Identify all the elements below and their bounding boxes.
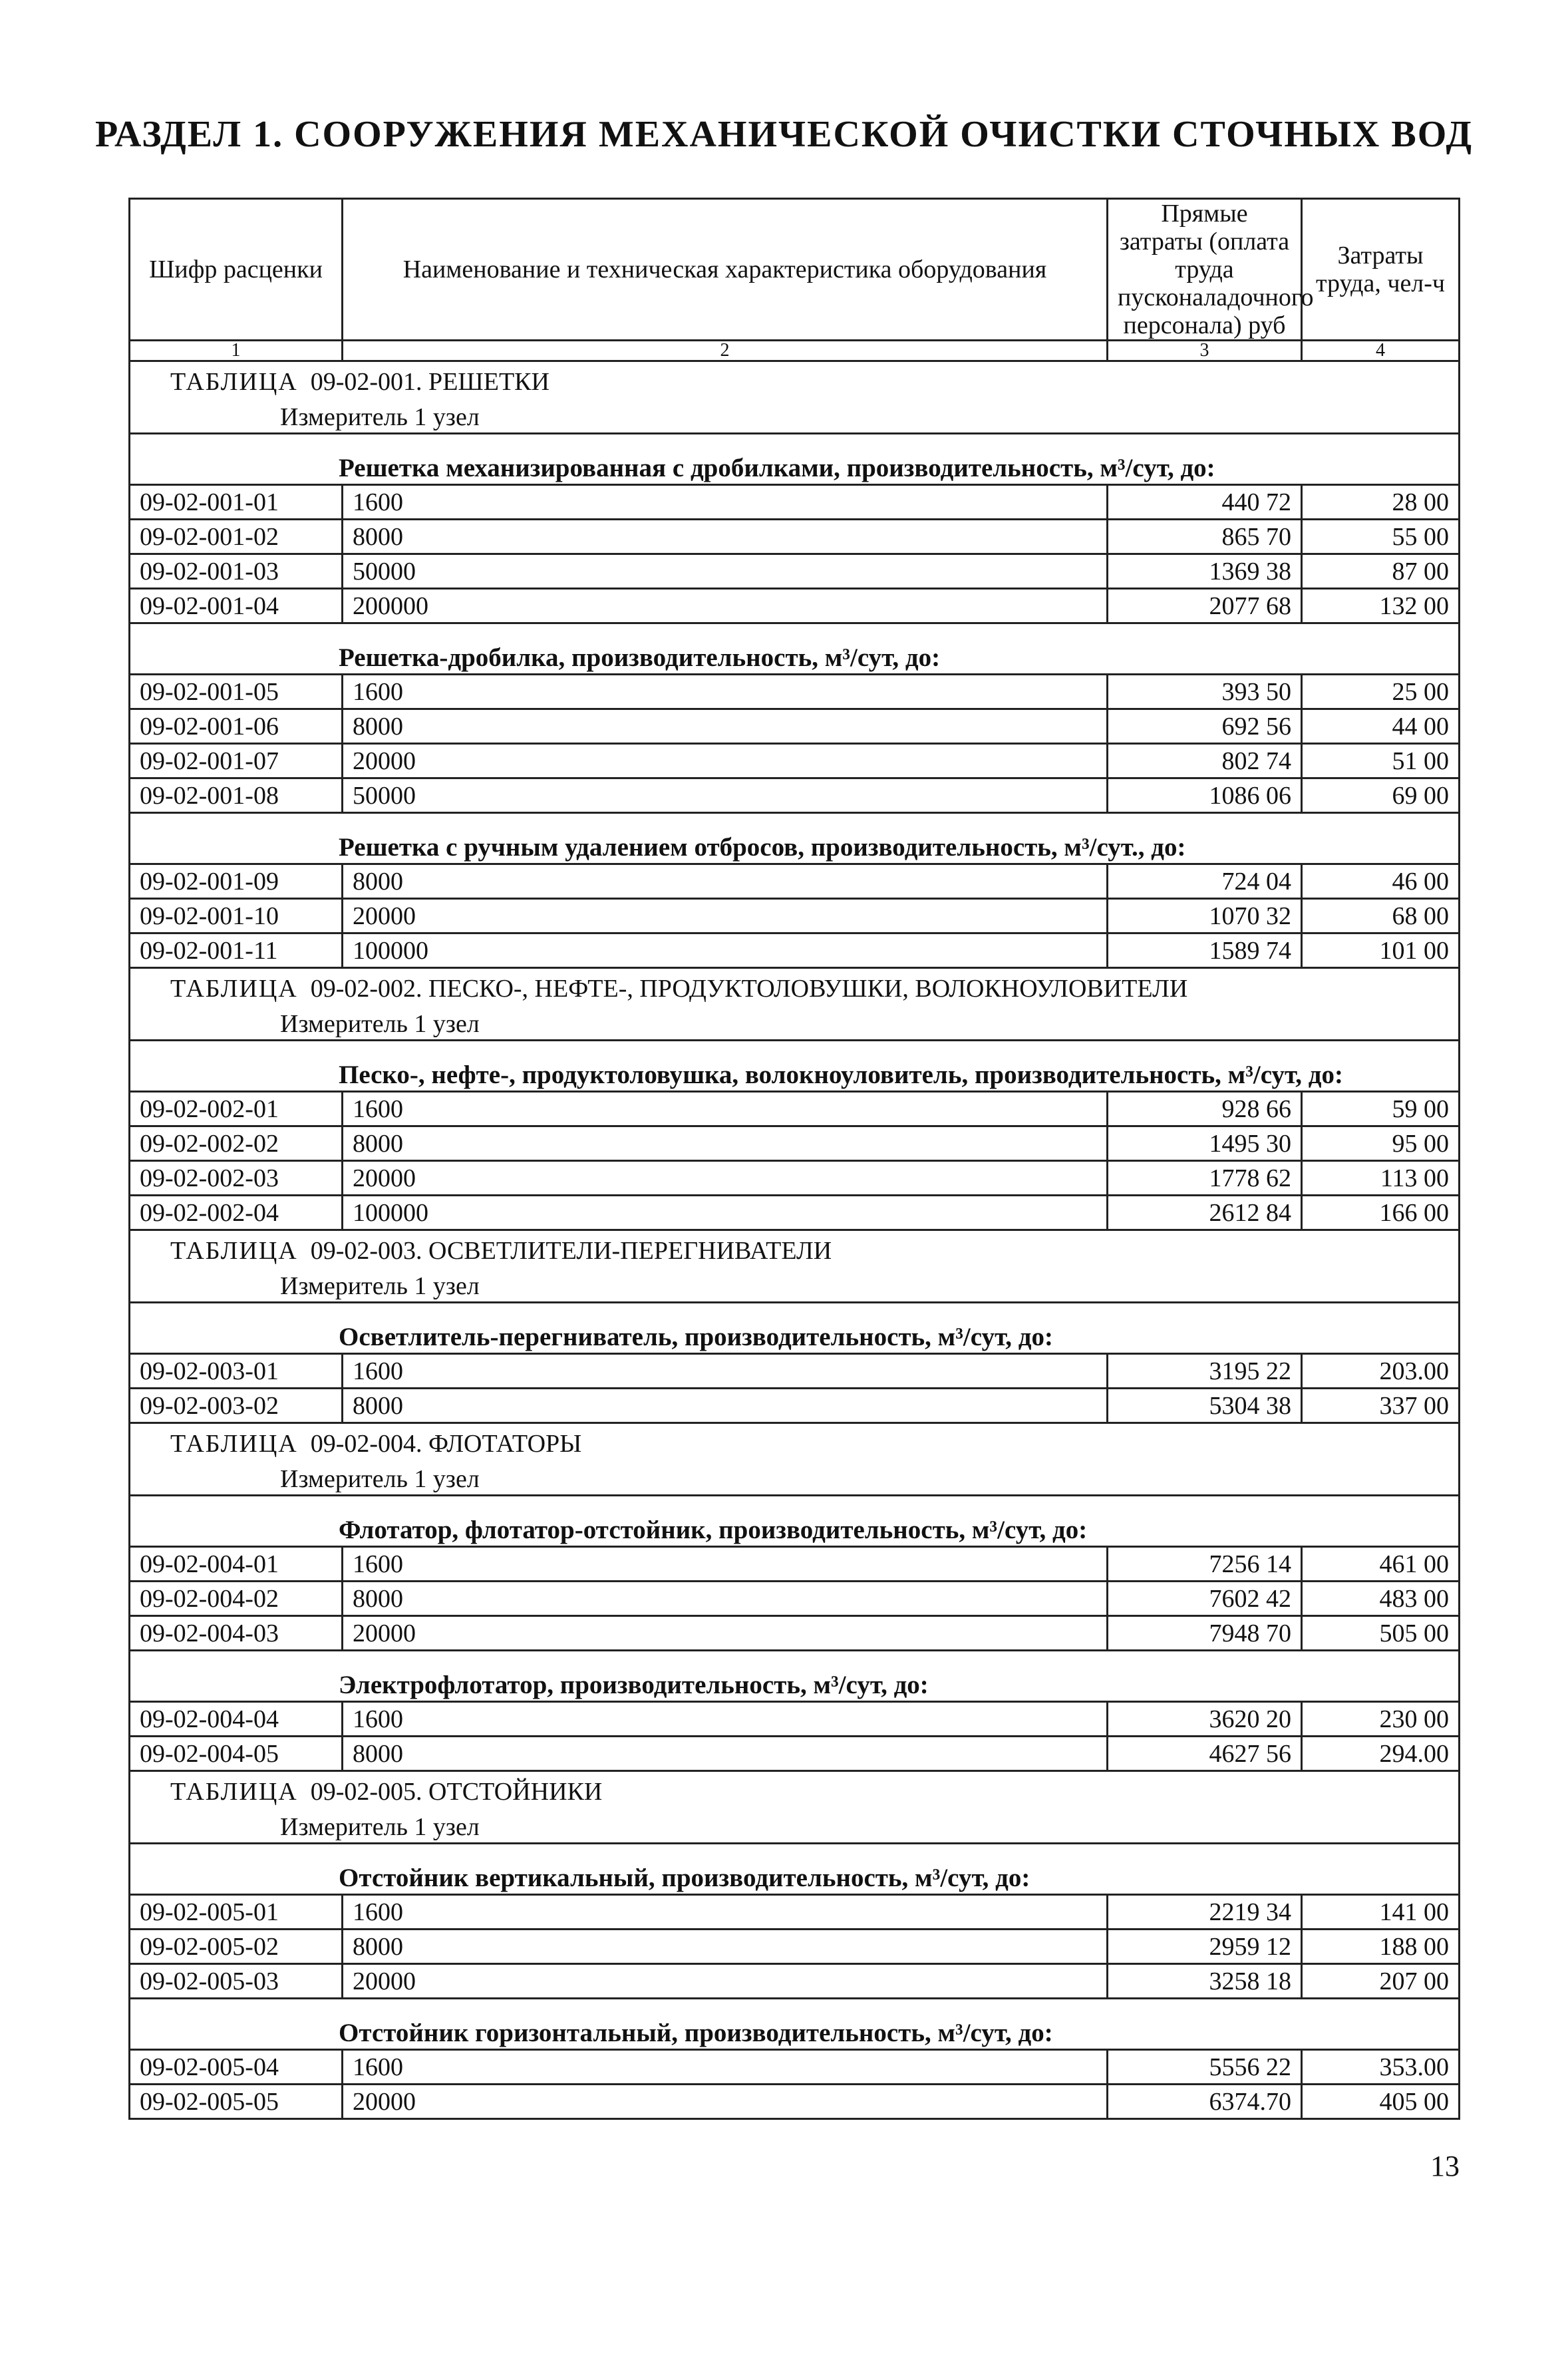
measure-row bbox=[130, 1812, 1460, 1844]
measure-unit: Измеритель 1 узел bbox=[130, 1812, 1460, 1844]
measure-unit: Измеритель 1 узел bbox=[130, 1271, 1460, 1303]
table-row bbox=[130, 1196, 1460, 1230]
group-title-row bbox=[130, 1496, 1460, 1547]
capacity-value: 1600 bbox=[343, 2050, 1108, 2085]
table-title: 09-02-005. ОТСТОЙНИКИ bbox=[310, 1778, 603, 1806]
capacity-value: 8000 bbox=[343, 864, 1108, 899]
capacity-value: 20000 bbox=[343, 744, 1108, 778]
direct-cost-value: 2219 34 bbox=[1108, 1895, 1302, 1930]
measure-row bbox=[130, 402, 1460, 434]
price-code: 09-02-004-04 bbox=[130, 1702, 343, 1737]
group-title: Отстойник горизонтальный, производительность, м³/сут, до: bbox=[130, 1999, 1460, 2050]
header-name: Наименование и техническая характеристика оборудования bbox=[343, 199, 1108, 341]
table-row bbox=[130, 1354, 1460, 1389]
price-code: 09-02-001-06 bbox=[130, 709, 343, 744]
labor-value: 87 00 bbox=[1302, 554, 1460, 589]
price-code: 09-02-004-01 bbox=[130, 1547, 343, 1582]
labor-value: 55 00 bbox=[1302, 520, 1460, 554]
labor-value: 230 00 bbox=[1302, 1702, 1460, 1737]
table-keyword: ТАБЛИЦА bbox=[170, 368, 298, 396]
table-row bbox=[130, 675, 1460, 709]
labor-value: 132 00 bbox=[1302, 589, 1460, 623]
labor-value: 68 00 bbox=[1302, 899, 1460, 933]
table-row bbox=[130, 1389, 1460, 1423]
direct-cost-value: 1589 74 bbox=[1108, 933, 1302, 968]
direct-cost-value: 7602 42 bbox=[1108, 1582, 1302, 1616]
labor-value: 505 00 bbox=[1302, 1616, 1460, 1651]
direct-cost-value: 4627 56 bbox=[1108, 1737, 1302, 1771]
table-row bbox=[130, 520, 1460, 554]
direct-cost-value: 1086 06 bbox=[1108, 778, 1302, 813]
price-code: 09-02-001-02 bbox=[130, 520, 343, 554]
measure-row bbox=[130, 1271, 1460, 1303]
table-section-title-row bbox=[130, 361, 1460, 403]
table-row bbox=[130, 1161, 1460, 1196]
labor-value: 28 00 bbox=[1302, 485, 1460, 520]
group-title-row bbox=[130, 623, 1460, 675]
price-code: 09-02-005-03 bbox=[130, 1964, 343, 1999]
table-section-title bbox=[130, 361, 1460, 403]
price-code: 09-02-001-04 bbox=[130, 589, 343, 623]
column-number: 1 bbox=[130, 341, 343, 361]
labor-value: 46 00 bbox=[1302, 864, 1460, 899]
table-keyword: ТАБЛИЦА bbox=[170, 1430, 298, 1458]
capacity-value: 8000 bbox=[343, 1582, 1108, 1616]
capacity-value: 200000 bbox=[343, 589, 1108, 623]
capacity-value: 1600 bbox=[343, 1702, 1108, 1737]
direct-cost-value: 692 56 bbox=[1108, 709, 1302, 744]
labor-value: 483 00 bbox=[1302, 1582, 1460, 1616]
capacity-value: 20000 bbox=[343, 1616, 1108, 1651]
group-title: Решетка-дробилка, производительность, м³/сут, до: bbox=[130, 623, 1460, 675]
table-title: 09-02-004. ФЛОТАТОРЫ bbox=[310, 1430, 582, 1458]
capacity-value: 20000 bbox=[343, 1161, 1108, 1196]
table-row bbox=[130, 1737, 1460, 1771]
capacity-value: 20000 bbox=[343, 899, 1108, 933]
price-code: 09-02-005-05 bbox=[130, 2085, 343, 2119]
price-table bbox=[128, 198, 1460, 2120]
direct-cost-value: 724 04 bbox=[1108, 864, 1302, 899]
table-row bbox=[130, 1126, 1460, 1161]
direct-cost-value: 1369 38 bbox=[1108, 554, 1302, 589]
column-number-row bbox=[130, 341, 1460, 361]
price-code: 09-02-001-01 bbox=[130, 485, 343, 520]
capacity-value: 100000 bbox=[343, 1196, 1108, 1230]
capacity-value: 1600 bbox=[343, 1092, 1108, 1126]
direct-cost-value: 2077 68 bbox=[1108, 589, 1302, 623]
group-title-row bbox=[130, 1844, 1460, 1895]
table-keyword: ТАБЛИЦА bbox=[170, 1237, 298, 1265]
labor-value: 405 00 bbox=[1302, 2085, 1460, 2119]
group-title-row bbox=[130, 1999, 1460, 2050]
price-code: 09-02-001-11 bbox=[130, 933, 343, 968]
table-row bbox=[130, 1547, 1460, 1582]
capacity-value: 20000 bbox=[343, 1964, 1108, 1999]
header-code: Шифр расценки bbox=[130, 199, 343, 341]
direct-cost-value: 1070 32 bbox=[1108, 899, 1302, 933]
price-code: 09-02-005-01 bbox=[130, 1895, 343, 1930]
direct-cost-value: 1778 62 bbox=[1108, 1161, 1302, 1196]
price-code: 09-02-005-04 bbox=[130, 2050, 343, 2085]
table-section-title bbox=[130, 968, 1460, 1009]
labor-value: 353.00 bbox=[1302, 2050, 1460, 2085]
direct-cost-value: 2959 12 bbox=[1108, 1930, 1302, 1964]
direct-cost-value: 3258 18 bbox=[1108, 1964, 1302, 1999]
labor-value: 101 00 bbox=[1302, 933, 1460, 968]
labor-value: 461 00 bbox=[1302, 1547, 1460, 1582]
labor-value: 207 00 bbox=[1302, 1964, 1460, 1999]
header-direct-costs: Прямые затраты (оплата труда пусконаладочного персонала) руб bbox=[1108, 199, 1302, 341]
table-row bbox=[130, 554, 1460, 589]
measure-unit: Измеритель 1 узел bbox=[130, 1464, 1460, 1496]
group-title: Осветлитель-перегниватель, производительность, м³/сут, до: bbox=[130, 1303, 1460, 1354]
direct-cost-value: 393 50 bbox=[1108, 675, 1302, 709]
direct-cost-value: 440 72 bbox=[1108, 485, 1302, 520]
table-section-title-row bbox=[130, 1230, 1460, 1271]
column-number: 3 bbox=[1108, 341, 1302, 361]
labor-value: 141 00 bbox=[1302, 1895, 1460, 1930]
table-row bbox=[130, 1616, 1460, 1651]
table-row bbox=[130, 1702, 1460, 1737]
table-row bbox=[130, 864, 1460, 899]
labor-value: 337 00 bbox=[1302, 1389, 1460, 1423]
price-code: 09-02-005-02 bbox=[130, 1930, 343, 1964]
direct-cost-value: 802 74 bbox=[1108, 744, 1302, 778]
table-header-row bbox=[130, 199, 1460, 341]
table-title: 09-02-002. ПЕСКО-, НЕФТЕ-, ПРОДУКТОЛОВУШКИ, ВОЛОКНОУЛОВИТЕЛИ bbox=[310, 975, 1188, 1003]
table-row bbox=[130, 744, 1460, 778]
labor-value: 188 00 bbox=[1302, 1930, 1460, 1964]
price-code: 09-02-003-02 bbox=[130, 1389, 343, 1423]
price-code: 09-02-002-04 bbox=[130, 1196, 343, 1230]
table-title: 09-02-003. ОСВЕТЛИТЕЛИ-ПЕРЕГНИВАТЕЛИ bbox=[310, 1237, 832, 1265]
table-row bbox=[130, 1092, 1460, 1126]
labor-value: 95 00 bbox=[1302, 1126, 1460, 1161]
group-title: Электрофлотатор, производительность, м³/сут, до: bbox=[130, 1651, 1460, 1702]
price-code: 09-02-001-03 bbox=[130, 554, 343, 589]
table-row bbox=[130, 1582, 1460, 1616]
group-title-row bbox=[130, 1651, 1460, 1702]
table-section-title-row bbox=[130, 1771, 1460, 1812]
group-title: Решетка механизированная с дробилками, производительность, м³/сут, до: bbox=[130, 434, 1460, 485]
labor-value: 51 00 bbox=[1302, 744, 1460, 778]
measure-unit: Измеритель 1 узел bbox=[130, 402, 1460, 434]
direct-cost-value: 5556 22 bbox=[1108, 2050, 1302, 2085]
direct-cost-value: 865 70 bbox=[1108, 520, 1302, 554]
capacity-value: 1600 bbox=[343, 1354, 1108, 1389]
table-row bbox=[130, 1895, 1460, 1930]
table-row bbox=[130, 2085, 1460, 2119]
capacity-value: 100000 bbox=[343, 933, 1108, 968]
direct-cost-value: 7948 70 bbox=[1108, 1616, 1302, 1651]
price-code: 09-02-003-01 bbox=[130, 1354, 343, 1389]
table-section-title-row bbox=[130, 1423, 1460, 1464]
group-title: Флотатор, флотатор-отстойник, производительность, м³/сут, до: bbox=[130, 1496, 1460, 1547]
table-row bbox=[130, 1964, 1460, 1999]
capacity-value: 1600 bbox=[343, 1895, 1108, 1930]
labor-value: 59 00 bbox=[1302, 1092, 1460, 1126]
table-row bbox=[130, 1930, 1460, 1964]
group-title: Отстойник вертикальный, производительность, м³/сут, до: bbox=[130, 1844, 1460, 1895]
table-section-title bbox=[130, 1230, 1460, 1271]
direct-cost-value: 7256 14 bbox=[1108, 1547, 1302, 1582]
labor-value: 294.00 bbox=[1302, 1737, 1460, 1771]
group-title: Решетка с ручным удалением отбросов, производительность, м³/сут., до: bbox=[130, 813, 1460, 864]
price-code: 09-02-001-09 bbox=[130, 864, 343, 899]
capacity-value: 8000 bbox=[343, 1389, 1108, 1423]
price-code: 09-02-001-05 bbox=[130, 675, 343, 709]
price-code: 09-02-001-08 bbox=[130, 778, 343, 813]
labor-value: 113 00 bbox=[1302, 1161, 1460, 1196]
group-title-row bbox=[130, 1041, 1460, 1092]
capacity-value: 8000 bbox=[343, 520, 1108, 554]
capacity-value: 50000 bbox=[343, 554, 1108, 589]
column-number: 2 bbox=[343, 341, 1108, 361]
price-code: 09-02-002-01 bbox=[130, 1092, 343, 1126]
capacity-value: 1600 bbox=[343, 675, 1108, 709]
group-title-row bbox=[130, 1303, 1460, 1354]
group-title-row bbox=[130, 434, 1460, 485]
direct-cost-value: 6374.70 bbox=[1108, 2085, 1302, 2119]
measure-row bbox=[130, 1009, 1460, 1041]
table-section-title-row bbox=[130, 968, 1460, 1009]
table-title: 09-02-001. РЕШЕТКИ bbox=[310, 368, 549, 396]
direct-cost-value: 928 66 bbox=[1108, 1092, 1302, 1126]
price-code: 09-02-004-02 bbox=[130, 1582, 343, 1616]
price-code: 09-02-004-03 bbox=[130, 1616, 343, 1651]
price-code: 09-02-002-02 bbox=[130, 1126, 343, 1161]
table-body bbox=[130, 361, 1460, 2119]
table-row bbox=[130, 778, 1460, 813]
price-code: 09-02-001-07 bbox=[130, 744, 343, 778]
table-row bbox=[130, 709, 1460, 744]
measure-row bbox=[130, 1464, 1460, 1496]
table-row bbox=[130, 2050, 1460, 2085]
table-row bbox=[130, 485, 1460, 520]
direct-cost-value: 2612 84 bbox=[1108, 1196, 1302, 1230]
direct-cost-value: 3620 20 bbox=[1108, 1702, 1302, 1737]
price-code: 09-02-004-05 bbox=[130, 1737, 343, 1771]
capacity-value: 8000 bbox=[343, 1126, 1108, 1161]
direct-cost-value: 5304 38 bbox=[1108, 1389, 1302, 1423]
header-labor: Затраты труда, чел-ч bbox=[1302, 199, 1460, 341]
capacity-value: 1600 bbox=[343, 485, 1108, 520]
capacity-value: 20000 bbox=[343, 2085, 1108, 2119]
table-row bbox=[130, 899, 1460, 933]
table-row bbox=[130, 589, 1460, 623]
capacity-value: 1600 bbox=[343, 1547, 1108, 1582]
table-keyword: ТАБЛИЦА bbox=[170, 1778, 298, 1806]
page-title: РАЗДЕЛ 1. СООРУЖЕНИЯ МЕХАНИЧЕСКОЙ ОЧИСТКИ СТОЧНЫХ ВОД bbox=[94, 114, 1473, 155]
capacity-value: 8000 bbox=[343, 709, 1108, 744]
labor-value: 44 00 bbox=[1302, 709, 1460, 744]
capacity-value: 50000 bbox=[343, 778, 1108, 813]
table-row bbox=[130, 933, 1460, 968]
table-section-title bbox=[130, 1771, 1460, 1812]
capacity-value: 8000 bbox=[343, 1737, 1108, 1771]
capacity-value: 8000 bbox=[343, 1930, 1108, 1964]
labor-value: 166 00 bbox=[1302, 1196, 1460, 1230]
group-title: Песко-, нефте-, продуктоловушка, волокноуловитель, производительность, м³/сут, до: bbox=[130, 1041, 1460, 1092]
table-keyword: ТАБЛИЦА bbox=[170, 975, 298, 1003]
price-code: 09-02-002-03 bbox=[130, 1161, 343, 1196]
measure-unit: Измеритель 1 узел bbox=[130, 1009, 1460, 1041]
price-code: 09-02-001-10 bbox=[130, 899, 343, 933]
table-section-title bbox=[130, 1423, 1460, 1464]
group-title-row bbox=[130, 813, 1460, 864]
page-number: 13 bbox=[1430, 2150, 1460, 2182]
labor-value: 25 00 bbox=[1302, 675, 1460, 709]
direct-cost-value: 1495 30 bbox=[1108, 1126, 1302, 1161]
labor-value: 203.00 bbox=[1302, 1354, 1460, 1389]
labor-value: 69 00 bbox=[1302, 778, 1460, 813]
direct-cost-value: 3195 22 bbox=[1108, 1354, 1302, 1389]
column-number: 4 bbox=[1302, 341, 1460, 361]
